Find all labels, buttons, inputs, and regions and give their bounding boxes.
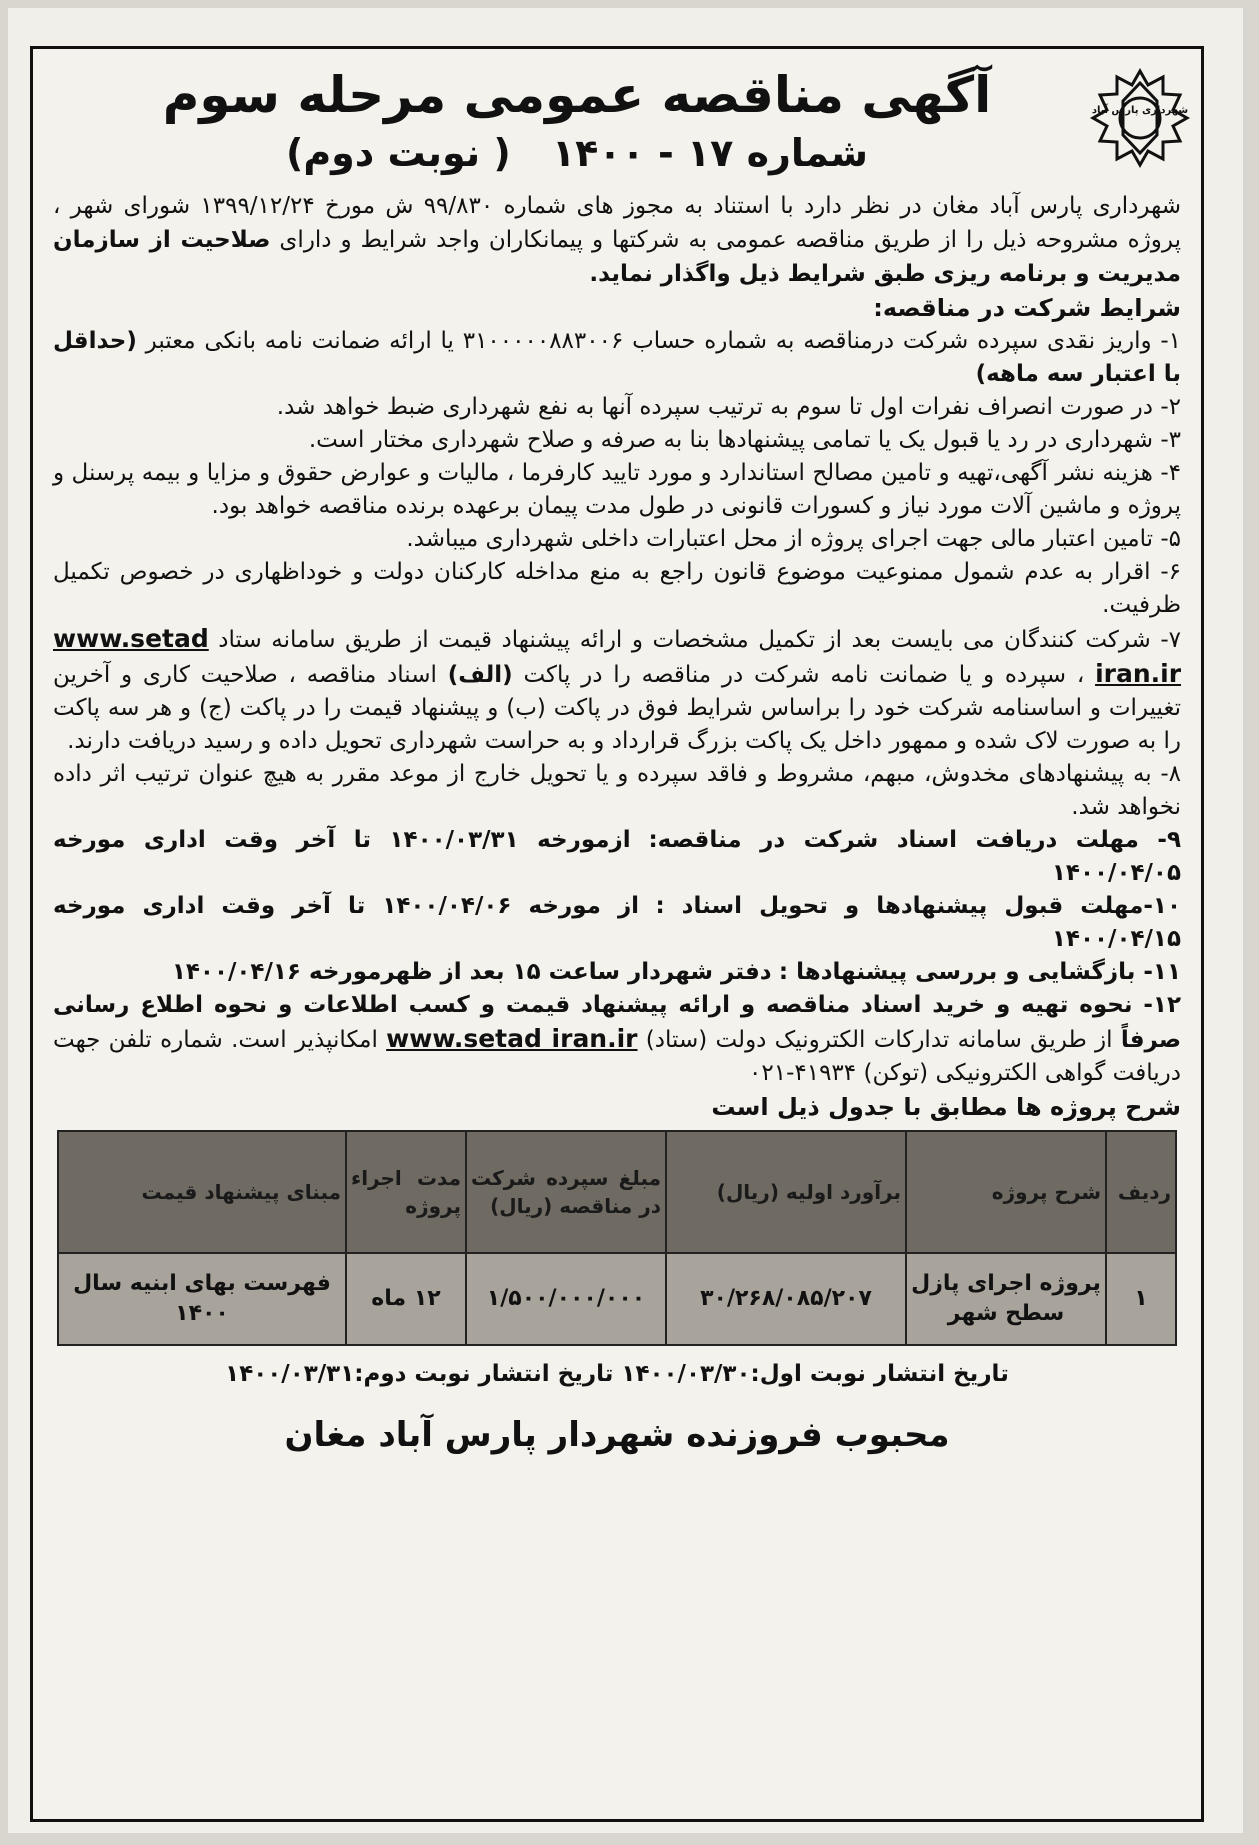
condition-bold: (حداقل با اعتبار سه ماهه) [53,328,1181,387]
intro-bold-text: صلاحیت از سازمان مدیریت و برنامه ریزی طبق شرایط ذیل واگذار نماید. [53,227,1181,287]
publication-dates: تاریخ انتشار نوبت اول:۱۴۰۰/۰۳/۳۰ تاریخ انتشار نوبت دوم:۱۴۰۰/۰۳/۳۱ [225,1361,1009,1387]
condition-item-7 [53,622,1181,758]
condition-item-8: ۸- به پیشنهادهای مخدوش، مبهم، مشروط و فاقد سپرده و یا تحویل خارج از موعد مقرر به هیچ عنوان ترتیب اثر داده نخواهد شد. [53,761,1181,820]
table-row [58,1253,1176,1345]
deadline-label: ۱۰-مهلت قبول پیشنهادها و تحویل اسناد : [655,893,1181,919]
deadline-text: دفتر شهردار ساعت ۱۵ بعد از ظهرمورخه ۱۴۰۰/۰۴/۱۶ [171,959,772,985]
col-price-basis: مبنای پیشنهاد قیمت [58,1131,346,1253]
item7-text-b: ، سپرده و یا ضمانت نامه شرکت در مناقصه را در پاکت [523,662,1085,688]
cell-deposit-amount: ۱/۵۰۰/۰۰۰/۰۰۰ [466,1253,666,1345]
item12-label: ۱۲- نحوه تهیه و خرید اسناد مناقصه و ارائه پیشنهاد قیمت و کسب اطلاعات و نحوه اطلاع رسانی صرفاً [53,992,1182,1053]
cell-duration: ۱۲ ماه [346,1253,466,1345]
cell-project-description: پروژه اجرای پازل سطح شهر [906,1253,1106,1345]
condition-text: ۱- واریز نقدی سپرده شرکت درمناقصه به شماره حساب ۳۱۰۰۰۰۰۸۸۳۰۰۶ یا ارائه ضمانت نامه بانکی معتبر [145,328,1181,354]
conditions-heading: شرایط شرکت در مناقصه: [873,294,1181,322]
notice-subtitle [93,127,1061,179]
condition-item-1 [53,325,1181,391]
notice-frame [30,46,1204,1822]
deadline-text: ازمورخه ۱۴۰۰/۰۳/۳۱ تا آخر وقت اداری مورخه ۱۴۰۰/۰۴/۰۵ [53,827,1181,886]
deadline-text: از مورخه ۱۴۰۰/۰۴/۰۶ تا آخر وقت اداری مورخه ۱۴۰۰/۰۴/۱۵ [53,893,1181,952]
item12-text-b: امکانپذیر است. شماره تلفن جهت دریافت گواهی الکترونیکی (توکن) ۴۱۹۳۴-۰۲۱ [53,1027,1181,1086]
svg-text:شهرداری پارس آباد: شهرداری پارس آباد [1091,105,1189,116]
notice-round: ( نوبت دوم) [285,131,511,175]
col-deposit-amount: مبلغ سپرده شرکت در مناقصه (ریال) [466,1131,666,1253]
signature: محبوب فروزنده شهردار پارس آباد مغان [284,1415,950,1455]
table-intro: شرح پروژه ها مطابق با جدول ذیل است [711,1093,1181,1121]
item7-text-a: ۷- شرکت کنندگان می بایست بعد از تکمیل مشخصات و ارائه پیشنهاد قیمت از طریق سامانه ستاد [218,627,1181,653]
col-project-description: شرح پروژه [906,1131,1106,1253]
condition-item-5: ۵- تامین اعتبار مالی جهت اجرای پروژه از محل اعتبارات داخلی شهرداری میباشد. [406,526,1181,552]
item12-text-a: از طریق سامانه تدارکات الکترونیک دولت (ستاد) [645,1027,1113,1053]
cell-row-number: ۱ [1106,1253,1176,1345]
col-duration: مدت اجراء پروژه [346,1131,466,1253]
projects-table [57,1130,1177,1346]
table-header-row [58,1131,1176,1253]
item7-bold: (الف) [447,662,513,688]
notice-body [53,55,1181,1460]
condition-item-6: ۶- اقرار به عدم شمول ممنوعیت موضوع قانون راجع به منع مداخله کارکنان دولت و خوداظهاری در خصوص تکمیل ظرفیت. [53,559,1181,618]
item7-text-c: اسناد مناقصه ، صلاحیت کاری و آخرین تغییرات و اساسنامه شرکت خود را براساس شرایط فوق در پاکت (ب) و پیشنهاد قیمت را در پاکت (ج) و هر سه پاکت را به صورت لاک شده و ممهور داخل یک پاکت بزرگ قرارداد و به حراست شهرداری تحویل داده و رسید دریافت دارند. [53,662,1181,754]
col-initial-estimate: برآورد اولیه (ریال) [666,1131,906,1253]
deadline-label: ۱۱- بازگشایی و بررسی پیشنهادها : [778,959,1181,985]
setad-link[interactable]: www.setad iran.ir [53,624,1182,688]
setad-link-2[interactable]: www.setad iran.ir [386,1024,638,1053]
condition-item-4: ۴- هزینه نشر آگهی،تهیه و تامین مصالح استاندارد و مورد تایید کارفرما ، مالیات و عوارض حقوق و مزایا و بیمه پرسنل و پروژه و ماشین آلات مورد نیاز و کسورات قانونی در طول مدت پیمان برعهده برنده مناقصه خواهد بود. [53,460,1181,519]
deadline-10 [53,890,1181,956]
condition-item-3: ۳- شهرداری در رد یا قبول یک یا تمامی پیشنهادها بنا به صرفه و صلاح شهرداری مختار است. [308,427,1181,453]
cell-initial-estimate: ۳۰/۲۶۸/۰۸۵/۲۰۷ [666,1253,906,1345]
notice-title: آگهی مناقصه عمومی مرحله سوم [162,66,992,124]
deadline-label: ۹- مهلت دریافت اسناد شرکت در مناقصه: [648,827,1182,853]
intro-text: شهرداری پارس آباد مغان در نظر دارد با استناد به مجوز های شماره ۹۹/۸۳۰ ش مورخ ۱۳۹۹/۱۲/۲۴ شورای شهر ، پروژه مشروحه ذیل را از طریق مناقصه عمومی به شرکتها و پیمانکاران واجد شرایط و دارای [53,193,1181,253]
cell-price-basis: فهرست بهای ابنیه سال ۱۴۰۰ [58,1253,346,1345]
intro-paragraph [53,189,1181,291]
deadline-9 [53,824,1181,890]
col-row-number: ردیف [1106,1131,1176,1253]
newspaper-clipping [8,8,1243,1833]
notice-number: شماره ۱۷ - ۱۴۰۰ [551,131,869,175]
deadline-11 [53,956,1181,989]
condition-item-12 [53,989,1181,1090]
condition-item-2: ۲- در صورت انصراف نفرات اول تا سوم به ترتیب سپرده آنها به نفع شهرداری ضبط خواهد شد. [276,394,1181,420]
